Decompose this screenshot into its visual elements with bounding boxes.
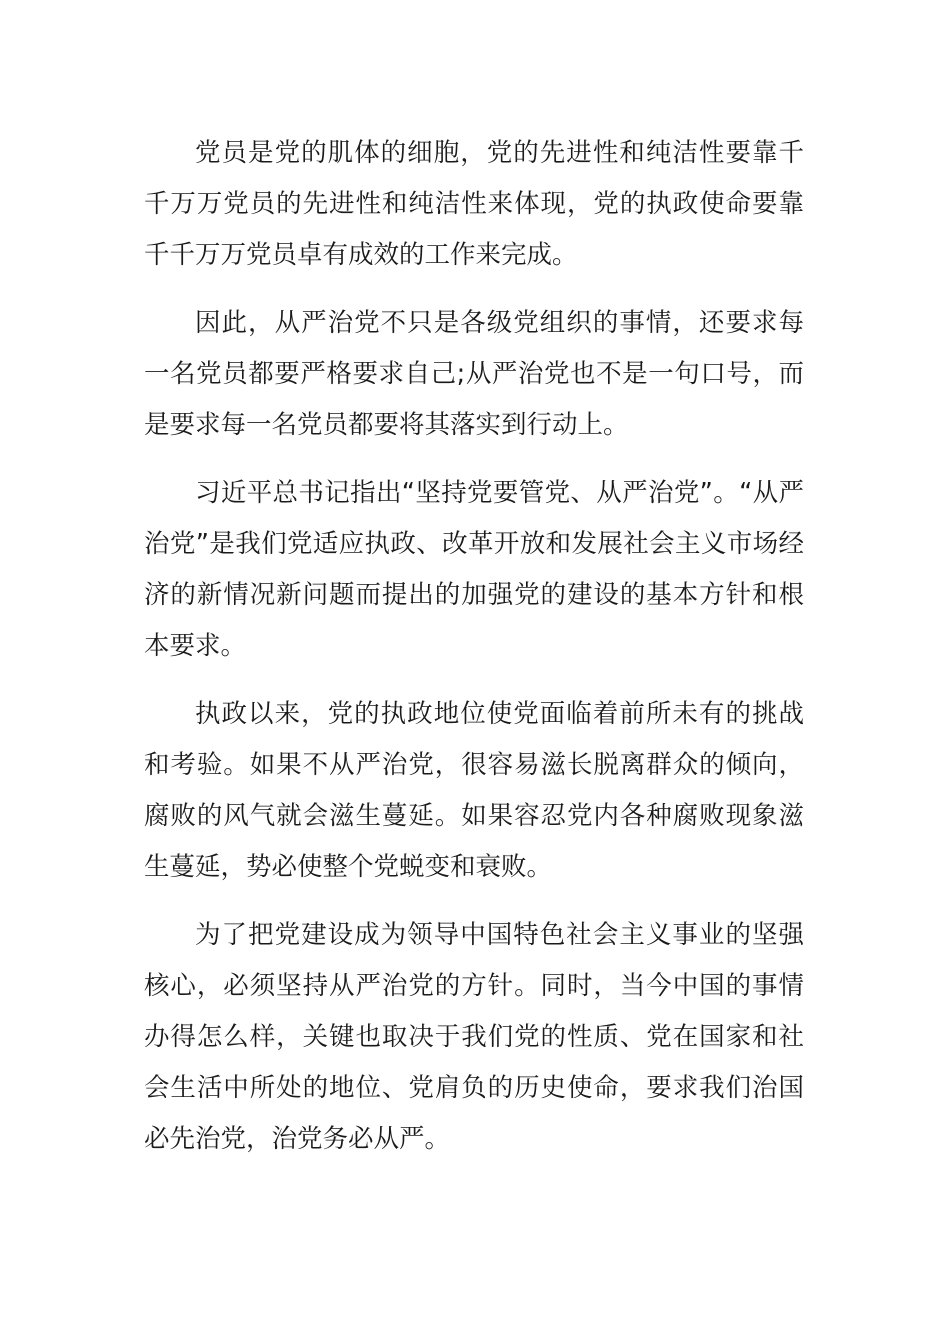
- paragraph-1: 党员是党的肌体的细胞，党的先进性和纯洁性要靠千千万万党员的先进性和纯洁性来体现，党的执政使命要靠千千万万党员卓有成效的工作来完成。: [144, 138, 804, 270]
- paragraph-5: 为了把党建设成为领导中国特色社会主义事业的坚强核心，必须坚持从严治党的方针。同时，当今中国的事情办得怎么样，关键也取决于我们党的性质、党在国家和社会生活中所处的地位、党肩负的历史使命，要求我们治国必先治党，治党务必从严。: [144, 920, 804, 1154]
- paragraph-4: 执政以来，党的执政地位使党面临着前所未有的挑战和考验。如果不从严治党，很容易滋长脱离群众的倾向，腐败的风气就会滋生蔓延。如果容忍党内各种腐败现象滋生蔓延，势必使整个党蜕变和衰败。: [144, 699, 804, 882]
- document-body: [144, 128, 804, 1182]
- paragraph-2: 因此，从严治党不只是各级党组织的事情，还要求每一名党员都要严格要求自己;从严治党也不是一句口号，而是要求每一名党员都要将其落实到行动上。: [144, 308, 804, 440]
- paragraph-3: 习近平总书记指出“坚持党要管党、从严治党”。“从严治党”是我们党适应执政、改革开放和发展社会主义市场经济的新情况新问题而提出的加强党的建设的基本方针和根本要求。: [144, 478, 804, 661]
